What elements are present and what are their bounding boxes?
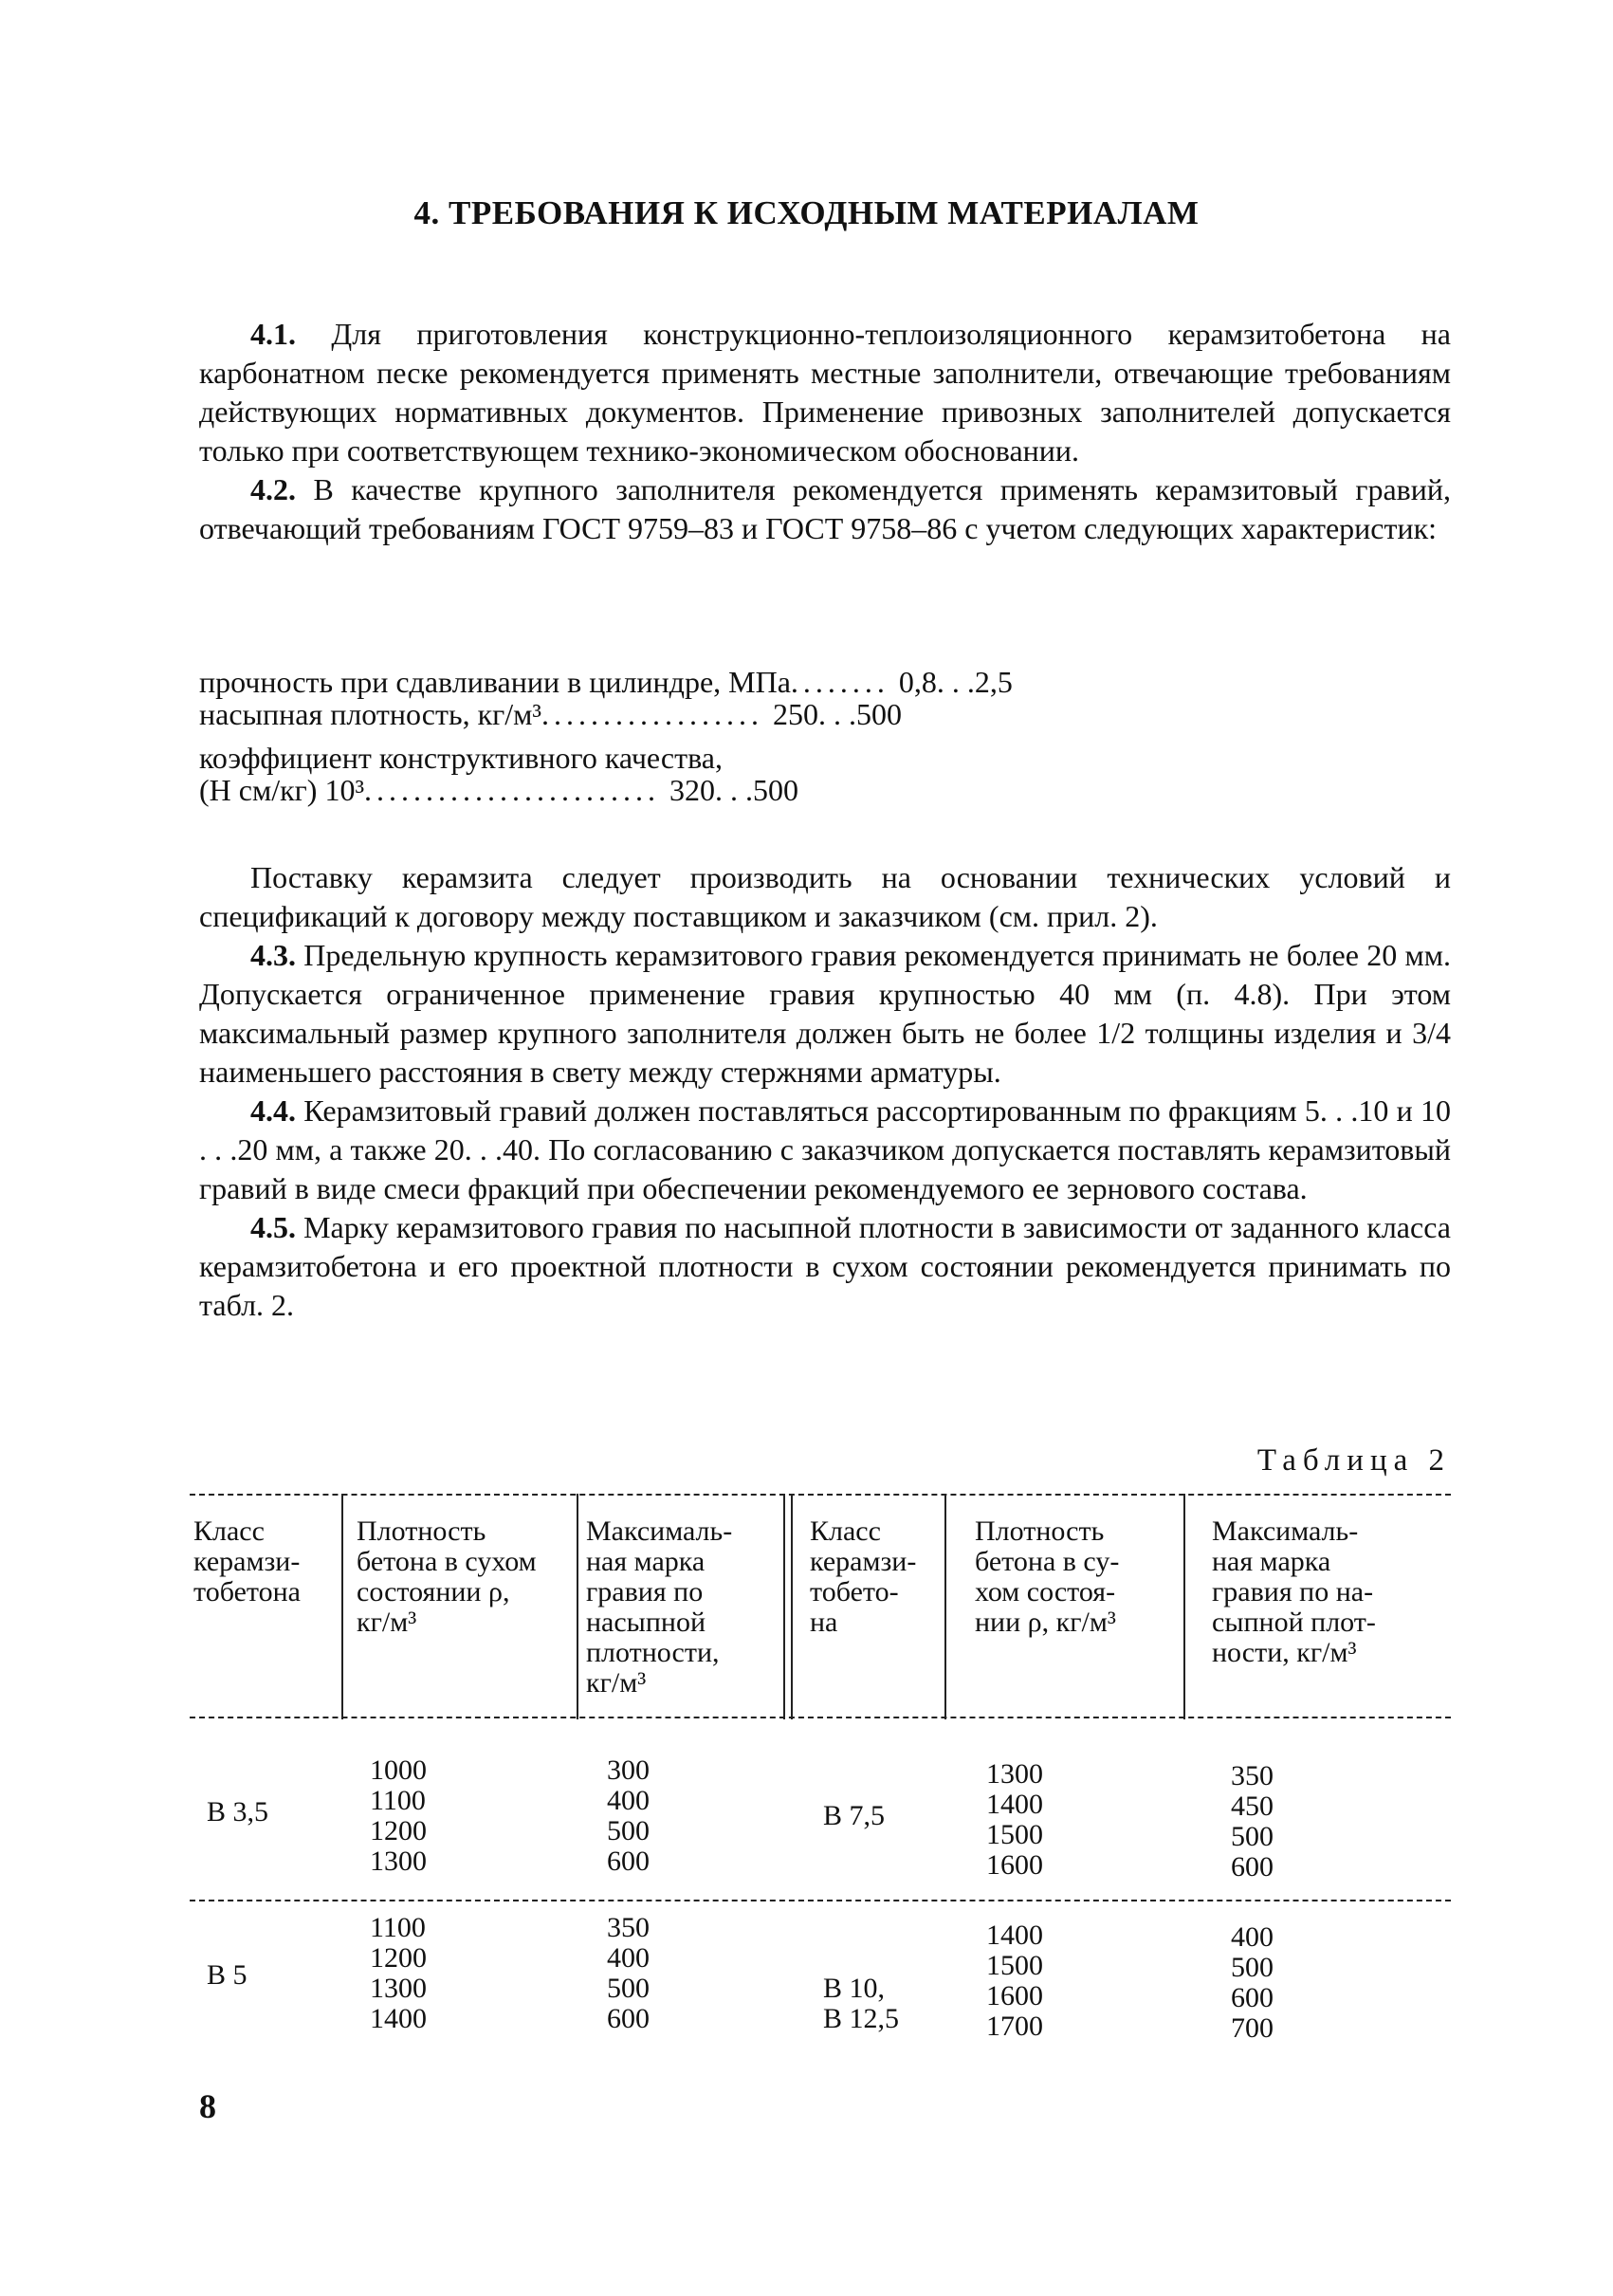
column-divider [341,1494,343,1719]
cell-left-class: В 3,5 [207,1796,269,1828]
cell-left-density: 1100 1200 1300 1400 [370,1912,427,2034]
table-header-rule [190,1717,1451,1718]
table-top-rule [190,1494,1451,1496]
column-divider [1183,1494,1185,1719]
table-caption: Таблица 2 [1256,1443,1451,1478]
cell-left-grade: 300 400 500 600 [607,1754,650,1877]
paragraph-number: 4.4. [250,1093,296,1128]
section-title: 4. ТРЕБОВАНИЯ К ИСХОДНЫМ МАТЕРИАЛАМ [413,194,1200,231]
paragraph-4-1 [199,315,1451,470]
column-divider [783,1494,785,1719]
gravel-grade-table [190,1494,1451,2063]
cell-right-class: В 7,5 [823,1800,886,1831]
cell-right-grade: 400 500 600 700 [1231,1921,1274,2044]
cell-left-class: В 5 [207,1959,247,1991]
cell-right-grade: 350 450 500 600 [1231,1760,1274,1883]
spec-quality-coefficient: (Н см/кг) 10³ ........................ 320. . .500 [199,773,799,807]
page-number: 8 [199,2087,216,2125]
paragraph-text: Керамзитовый гравий должен поставляться рассортированным по фракциям 5. . .10 и 10 . . .20 мм, а также 20. . .40. По согласованию с заказчиком допускается поставлять керамзитовый гравий в виде смеси фракций при обеспечении рекомендуемого ее зернового состава. [199,1093,1452,1205]
column-divider [944,1494,946,1719]
cell-left-density: 1000 1100 1200 1300 [370,1754,427,1877]
header-class-left: Класс керамзи- тобетона [193,1515,301,1607]
header-density-left: Плотность бетона в сухом состоянии ρ, кг/м³ [357,1515,537,1638]
column-divider [577,1494,578,1719]
paragraph-number: 4.3. [250,938,296,972]
paragraph-text: Марку керамзитового гравия по насыпной плотности в зависимости от заданного класса керамзитобетона и его проектной плотности в сухом состоянии рекомендуется принимать по табл. 2. [199,1210,1452,1322]
paragraph-number: 4.1. [250,317,296,351]
paragraph-4-5 [199,1208,1451,1325]
paragraph-text: В качестве крупного заполнителя рекомендуется применять керамзитовый гравий, отвечающий требованиям ГОСТ 9759–83 и ГОСТ 9758–86 с учетом следующих характеристик: [199,472,1452,545]
spec-strength: прочность при сдавливании в цилиндре, МПа ........ 0,8. . .2,5 [199,665,1013,699]
spec-bulk-density: насыпная плотность, кг/м³ .................. 250. . .500 [199,697,902,731]
paragraph-text: Поставку керамзита следует производить на основании технических условий и спецификаций к договору между поставщиком и заказчиком (см. прил. 2). [199,860,1451,933]
paragraph-text: Предельную крупность керамзитового гравия рекомендуется принимать не более 20 мм. Допускается ограниченное применение гравия крупностью 40 мм (п. 4.8). При этом максимальный размер крупного заполнителя должен быть не более 1/2 толщины изделия и 3/4 наименьшего расстояния в свету между стержнями арматуры. [199,938,1452,1089]
cell-right-class: В 10, В 12,5 [823,1973,900,2034]
paragraph-4-4 [199,1092,1451,1208]
header-class-right: Класс керамзи- тобето- на [810,1515,917,1638]
table-group-rule [190,1900,1451,1901]
cell-right-density: 1300 1400 1500 1600 [986,1758,1043,1881]
header-grade-left: Максималь- ная марка гравия по насыпной плотности, кг/м³ [586,1515,733,1699]
paragraph-number: 4.2. [250,472,296,506]
paragraph-4-3 [199,936,1451,1092]
paragraph-supply [199,858,1451,936]
paragraph-number: 4.5. [250,1210,296,1244]
header-grade-right: Максималь- ная марка гравия по на- сыпной плот- ности, кг/м³ [1212,1515,1376,1668]
material-characteristics [199,666,1242,806]
paragraph-text: Для приготовления конструкционно-теплоизоляционного керамзитобетона на карбонатном песке рекомендуется применять местные заполнители, отвечающие требованиям действующих нормативных документов. Применение привозных заполнителей допускается только при соответствующем технико-экономическом обосновании. [199,317,1452,468]
spec-quality-coefficient-label: коэффициент конструктивного качества, [199,741,723,775]
paragraph-4-2 [199,470,1451,548]
intro-paragraphs [199,315,1451,548]
cell-left-grade: 350 400 500 600 [607,1912,650,2034]
header-density-right: Плотность бетона в су- хом состоя- нии ρ, кг/м³ [975,1515,1120,1638]
main-paragraphs [199,858,1451,1325]
column-divider [791,1494,793,1719]
cell-right-density: 1400 1500 1600 1700 [986,1919,1043,2042]
